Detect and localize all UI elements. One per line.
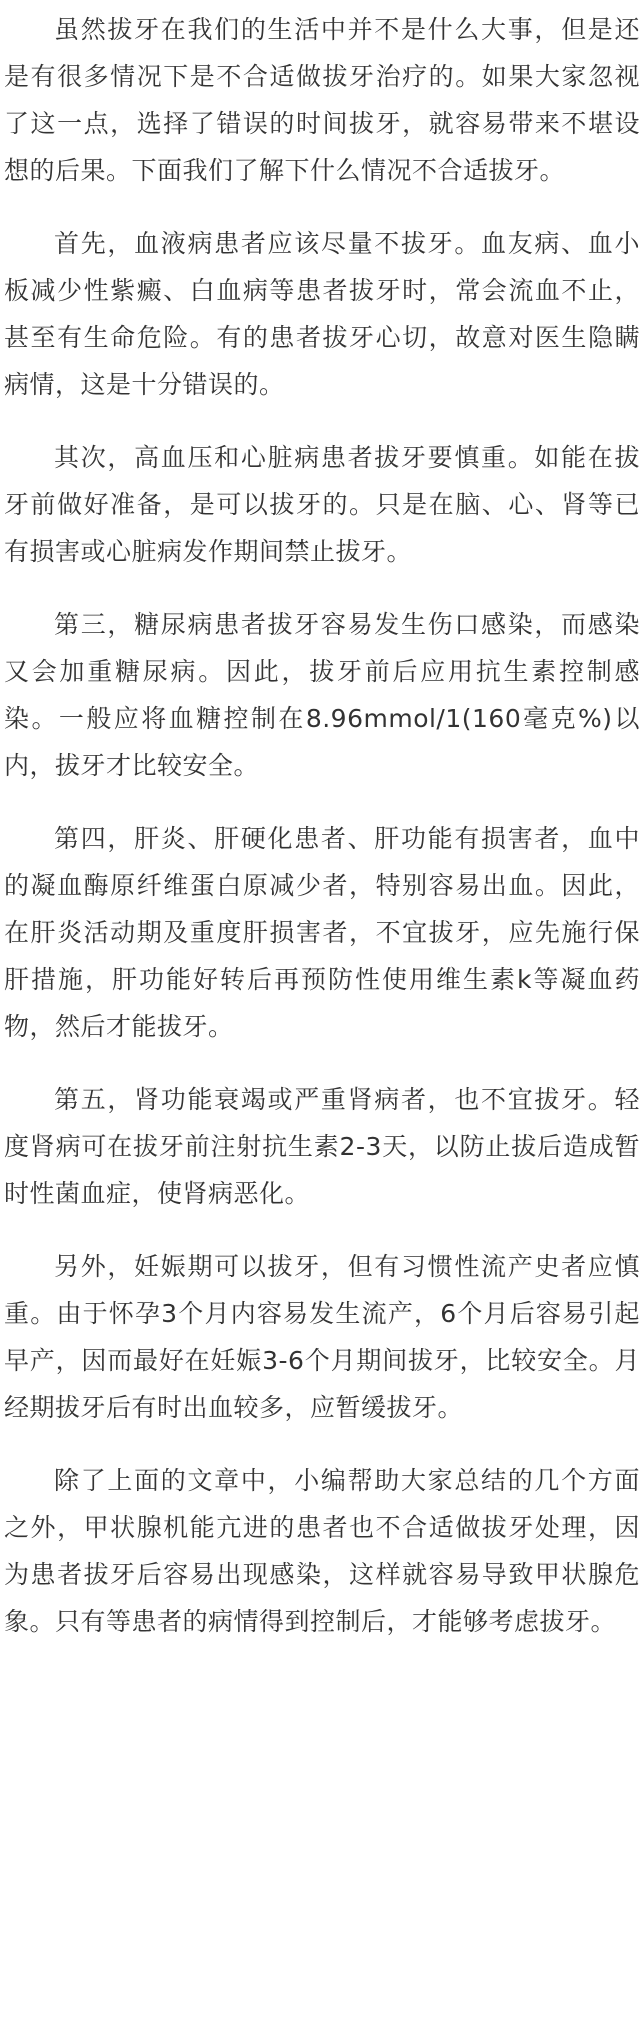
paragraph-hypertension-heart: 其次，高血压和心脏病患者拔牙要慎重。如能在拔牙前做好准备，是可以拔牙的。只是在脑、心、肾等已有损害或心脏病发作期间禁止拔牙。 bbox=[4, 443, 640, 566]
paragraph-pregnancy: 另外，妊娠期可以拔牙，但有习惯性流产史者应慎重。由于怀孕3个月内容易发生流产，6个月后容易引起早产，因而最好在妊娠3-6个月期间拔牙，比较安全。月经期拔牙后有时出血较多，应暂缓拔牙。 bbox=[4, 1252, 640, 1422]
paragraph-intro: 虽然拔牙在我们的生活中并不是什么大事，但是还是有很多情况下是不合适做拔牙治疗的。如果大家忽视了这一点，选择了错误的时间拔牙，就容易带来不堪设想的后果。下面我们了解下什么情况不合适拔牙。 bbox=[4, 15, 640, 185]
paragraph-diabetes: 第三，糖尿病患者拔牙容易发生伤口感染，而感染又会加重糖尿病。因此，拔牙前后应用抗生素控制感染。一般应将血糖控制在8.96mmol/1(160毫克%)以内，拔牙才比较安全。 bbox=[4, 610, 640, 780]
paragraph-blood-disease: 首先，血液病患者应该尽量不拔牙。血友病、血小板减少性紫癜、白血病等患者拔牙时，常会流血不止，甚至有生命危险。有的患者拔牙心切，故意对医生隐瞒病情，这是十分错误的。 bbox=[4, 229, 640, 399]
paragraph-kidney: 第五，肾功能衰竭或严重肾病者，也不宜拔牙。轻度肾病可在拔牙前注射抗生素2-3天，以防止拔后造成暂时性菌血症，使肾病恶化。 bbox=[4, 1085, 640, 1208]
paragraph-liver: 第四，肝炎、肝硬化患者、肝功能有损害者，血中的凝血酶原纤维蛋白原减少者，特别容易出血。因此，在肝炎活动期及重度肝损害者，不宜拔牙，应先施行保肝措施，肝功能好转后再预防性使用维生素k等凝血药物，然后才能拔牙。 bbox=[4, 824, 640, 1041]
paragraph-thyroid: 除了上面的文章中，小编帮助大家总结的几个方面之外，甲状腺机能亢进的患者也不合适做拔牙处理，因为患者拔牙后容易出现感染，这样就容易导致甲状腺危象。只有等患者的病情得到控制后，才能够考虑拔牙。 bbox=[4, 1466, 640, 1636]
